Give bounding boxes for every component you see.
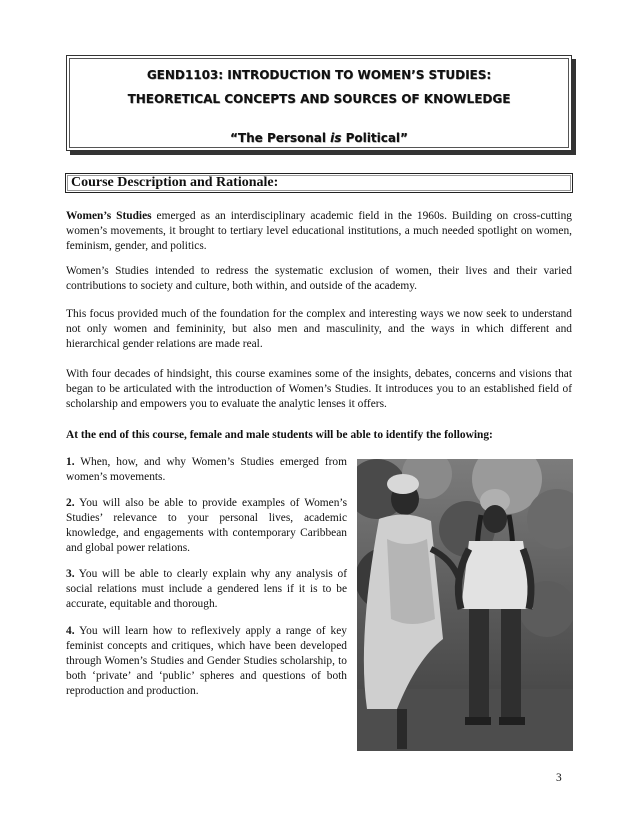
outcomes-intro: At the end of this course, female and male students will be able to identify the following: [66,429,493,441]
course-motto [67,131,571,145]
outcome-item [66,567,347,612]
paragraph-1-text: emerged as an interdisciplinary academic field in the 1960s. Building on cross-cutting women’s movements, it brought to tertiary level educational institutions, a much needed spotlight on women, feminism, gender, and politics. [66,210,572,252]
paragraph-1-lead: Women’s Studies [66,210,152,222]
motto-part-a: “The Personal [230,131,331,145]
section-heading-bar [65,173,573,193]
paragraph-1 [66,209,572,254]
page-number: 3 [556,772,562,784]
outcome-item [66,496,347,556]
course-code-title: GEND1103: INTRODUCTION TO WOMEN’S STUDIES: [146,68,492,82]
outcome-text: You will also be able to provide examples of Women’s Studies’ relevance to your personal lives, academic knowledge, and engagements with contemporary Caribbean and global power relations. [66,497,347,554]
paragraph-3: This focus provided much of the foundation for the complex and interesting ways we now seek to understand not only women and femininity, but also men and masculinity, and the ways in which different and hierarchical gender relations are made real. [66,308,572,350]
course-subtitle: THEORETICAL CONCEPTS AND SOURCES OF KNOWLEDGE [127,92,511,106]
outcome-number: 1. [66,456,75,468]
section-heading: Course Description and Rationale: [71,175,279,190]
paragraph-2: Women’s Studies intended to redress the systematic exclusion of women, their lives and their varied contributions to society and culture, both within, and outside of the academy. [66,265,572,292]
outcome-text: When, how, and why Women’s Studies emerged from women’s movements. [66,456,347,483]
outcome-text: You will learn how to reflexively apply a range of key feminist concepts and critiques, which have been developed through Women’s Studies and Gender Studies scholarship, to both ‘private’ and ‘public’ spheres and questions of both reproduction and production. [66,625,347,697]
motto-emphasis: is [330,131,342,145]
outcome-item [66,455,347,485]
outcome-text: You will be able to clearly explain why any analysis of social relations must include a gendered lens if it is to be accurate, equitable and thorough. [66,568,347,610]
photo-two-people-talking [357,459,573,751]
motto-part-c: Political” [341,131,408,145]
outcome-number: 3. [66,568,75,580]
paragraph-4: With four decades of hindsight, this course examines some of the insights, debates, concerns and visions that began to be articulated with the introduction of Women’s Studies. It introduces you to an established field of scholarship and empowers you to evaluate the analytic lenses it offers. [66,368,572,410]
outcome-number: 2. [66,497,75,509]
outcome-number: 4. [66,625,75,637]
outcome-item [66,624,347,699]
course-title-box [66,55,572,151]
